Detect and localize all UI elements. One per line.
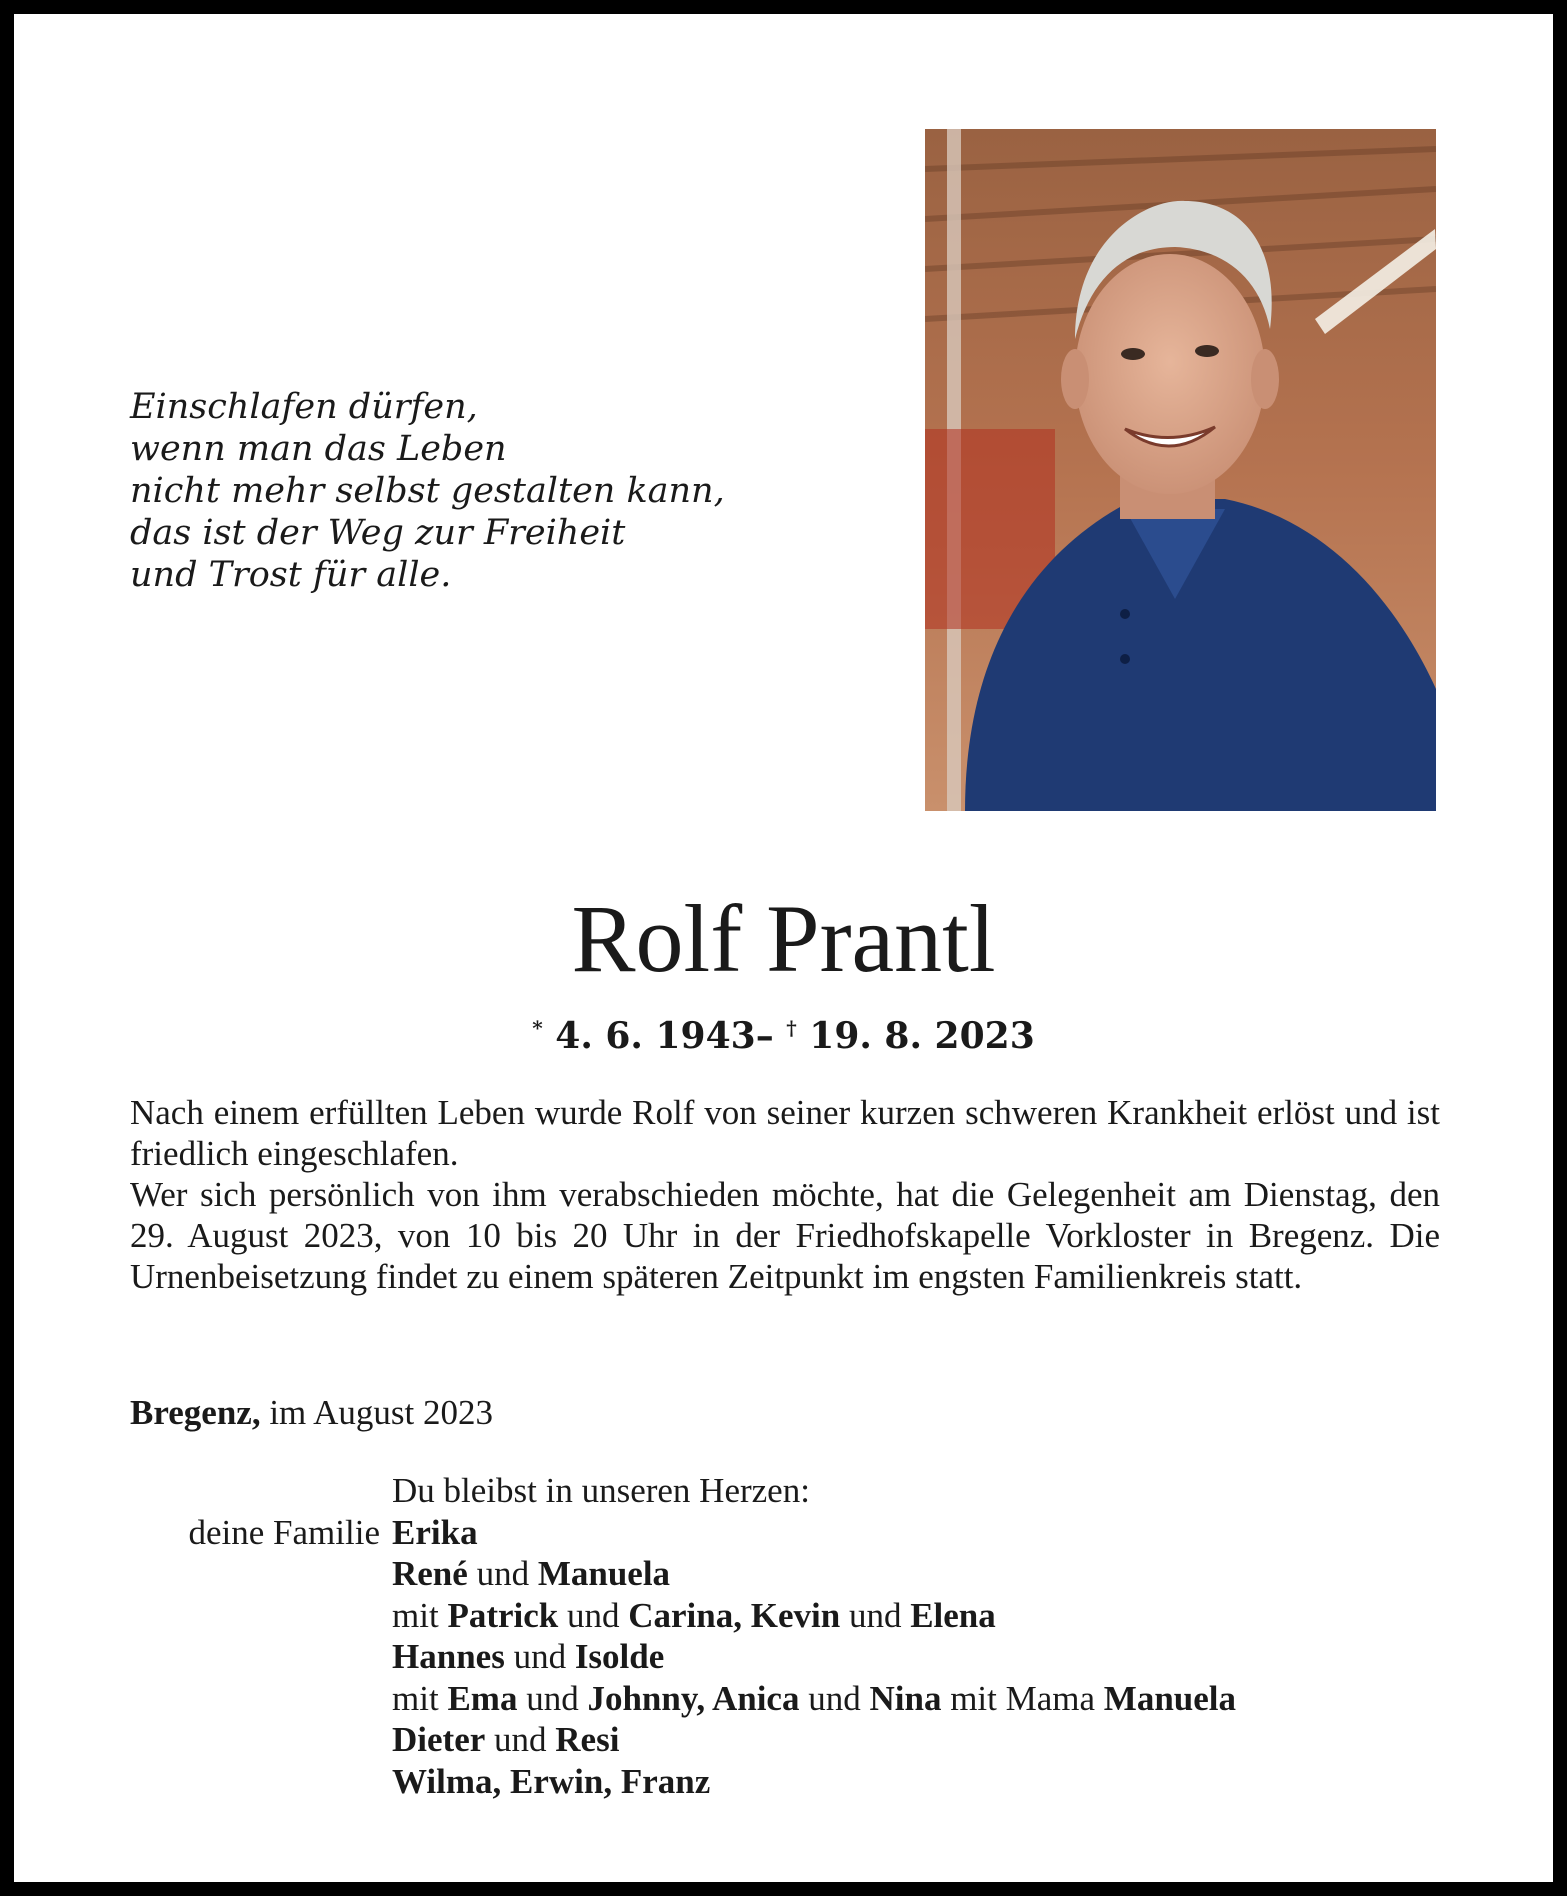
verse-line: und Trost für alle. bbox=[130, 555, 452, 595]
verse bbox=[130, 386, 725, 596]
mourner-name: Nina bbox=[869, 1678, 942, 1718]
mourner-name: Manuela bbox=[537, 1554, 671, 1593]
mourner-line bbox=[392, 1761, 710, 1803]
mourner-name: Hannes bbox=[392, 1637, 505, 1676]
mourner-name: Dieter bbox=[392, 1720, 486, 1759]
place-date-line bbox=[130, 1392, 493, 1433]
mourner-line bbox=[392, 1636, 664, 1678]
mourners-list bbox=[130, 1470, 1450, 1802]
mourner-name: Resi bbox=[555, 1720, 620, 1759]
verse-line: nicht mehr selbst gestalten kann, bbox=[130, 471, 725, 511]
mourner-name: Manuela bbox=[1103, 1678, 1237, 1718]
verse-line: Einschlafen dürfen, bbox=[130, 387, 478, 427]
deceased-name: Rolf Prantl bbox=[571, 885, 996, 992]
mourners-spacer bbox=[130, 1761, 392, 1803]
verse-line: wenn man das Leben bbox=[130, 429, 507, 469]
birth-date: 4. 6. 1943 bbox=[555, 1015, 756, 1057]
connector-text: und bbox=[558, 1595, 629, 1635]
mourner-name: Johnny, Anica bbox=[587, 1678, 800, 1718]
mourner-name: Erika bbox=[392, 1512, 478, 1552]
death-date: 19. 8. 2023 bbox=[809, 1015, 1035, 1057]
mourners-spacer bbox=[130, 1470, 392, 1512]
mourner-name: René bbox=[392, 1554, 468, 1593]
mourners-spacer bbox=[130, 1595, 392, 1637]
verse-line: das ist der Weg zur Freiheit bbox=[130, 513, 626, 553]
mourner-line bbox=[392, 1678, 1236, 1720]
portrait-photo bbox=[925, 129, 1436, 811]
mourner-name: Isolde bbox=[574, 1637, 665, 1676]
mourner-name: Patrick bbox=[447, 1595, 559, 1635]
mourners-spacer bbox=[130, 1678, 392, 1720]
mourners-spacer bbox=[130, 1636, 392, 1678]
mourner-line bbox=[392, 1719, 619, 1761]
mourner-line bbox=[392, 1595, 996, 1637]
obituary-text bbox=[130, 1092, 1440, 1297]
mourners-heading: Du bleibst in unseren Herzen: bbox=[392, 1471, 810, 1510]
obituary-card bbox=[14, 14, 1553, 1882]
connector-text: mit bbox=[392, 1678, 448, 1718]
paragraph-farewell: Wer sich persönlich von ihm verabschieden möchte, hat die Gelegenheit am Dienstag, den 29. August 2023, von 10 bis 20 Uhr in der Friedhofskapelle Vorkloster in Bregenz. Die Urnenbeisetzung findet zu einem späteren Zeitpunkt im engsten Familienkreis statt. bbox=[130, 1175, 1440, 1296]
birth-symbol: * bbox=[532, 1016, 543, 1040]
mourner-name: Elena bbox=[910, 1595, 996, 1635]
mourner-name: Wilma, Erwin, Franz bbox=[392, 1761, 711, 1801]
mourners-lead: deine Familie bbox=[188, 1512, 380, 1552]
mourner-name: Ema bbox=[447, 1678, 518, 1718]
place-city: Bregenz, bbox=[130, 1393, 261, 1432]
connector-text: und bbox=[485, 1720, 556, 1759]
mourner-line bbox=[392, 1553, 670, 1595]
connector-text: mit bbox=[392, 1595, 448, 1635]
mourners-spacer bbox=[130, 1719, 392, 1761]
connector-text: und bbox=[517, 1678, 588, 1718]
connector-text: und bbox=[840, 1595, 911, 1635]
connector-text: und bbox=[799, 1678, 870, 1718]
life-dates bbox=[14, 1014, 1553, 1058]
mourner-line bbox=[392, 1512, 478, 1554]
connector-text: und bbox=[467, 1554, 538, 1593]
place-date: im August 2023 bbox=[269, 1393, 493, 1432]
paragraph-announcement: Nach einem erfüllten Leben wurde Rolf von seiner kurzen schweren Krankheit erlöst und ist friedlich eingeschlafen. bbox=[130, 1093, 1440, 1173]
portrait-illustration bbox=[925, 129, 1436, 811]
death-symbol: † bbox=[786, 1016, 797, 1040]
mourner-name: Carina, Kevin bbox=[628, 1595, 841, 1635]
mourners-spacer bbox=[130, 1553, 392, 1595]
connector-text: und bbox=[504, 1637, 575, 1676]
connector-text: mit Mama bbox=[941, 1678, 1104, 1718]
date-separator: – bbox=[755, 1015, 774, 1057]
